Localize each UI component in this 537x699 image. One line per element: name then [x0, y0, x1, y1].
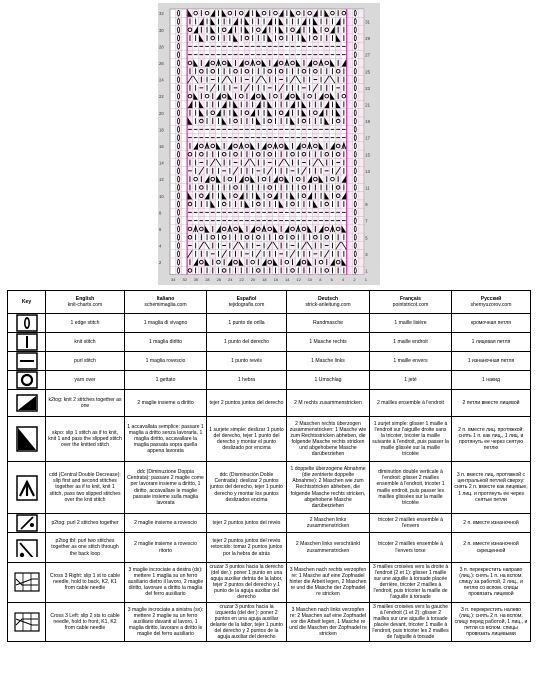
stitch-number: 6 — [330, 277, 333, 283]
description-it: 1 accavallata semplice: passare 1 maglia a dritto senza lavorarla, 1 maglia diritto, accavallare la maglia passata sopra quella appena lavorata — [125, 417, 207, 462]
description-en: Cross 3 Right: slip 1 st to cable needle, hold to back, K2, K1 from cable needle — [46, 563, 125, 603]
key-cell — [8, 417, 46, 462]
cross-left-icon — [14, 610, 40, 634]
row-number: 13 — [365, 168, 370, 174]
description-ru: 3 п. перекрестить направо (лиц.): снять 1 п. на вспом. спицу за работой, 2 лиц., и петлю со вспом. спицы провязать лицевой — [452, 563, 531, 603]
description-es: ddc (Disminución Doble Centrada): deslizar 2 puntos juntos del derecho, tejer 1 punto derecho y montar los puntos deslizados encima — [207, 462, 287, 514]
description-de: 2 M rechts zusammenstricken — [287, 390, 370, 417]
description-en: purl stitch — [46, 352, 125, 371]
key-cell — [8, 333, 46, 352]
description-de: 3 Maschen nach links verzopfen re: 2 Maschen auf eine Zopfnadel vor die Arbeit legen, 1 Masche re und die Maschen der Zopfnadel re stricken — [287, 602, 370, 642]
description-de: 2 Maschen rechts überzogen zusammenstricken: 1 Masche wie zum Rechtsstricken abheben, die folgende Masche rechts stricken und abgehobene Masche darüberziehen — [287, 417, 370, 462]
legend-row — [8, 417, 531, 462]
stitch-number: 4 — [342, 277, 345, 283]
key-cell — [8, 371, 46, 390]
stitch-number: 34 — [171, 277, 176, 283]
description-fr: 3 mailles croisées vers la droite à l'endroit (2 et 1): glisser 1 maille sur une aiguille à torsade placée derrière, tricoter 2 mailles à l'endroit, puis tricoter la maille de l'aiguille à torsade — [370, 563, 452, 603]
column-website: strick-anleitung.com — [305, 302, 351, 308]
description-ru: 1 лицевая петля — [452, 333, 531, 352]
description-ru: 1 изнаночная петля — [452, 352, 531, 371]
description-it: 2 maglie insieme a rovescio ritorto — [125, 533, 207, 563]
description-fr: tricoter 2 mailles ensemble à l'envers — [370, 514, 452, 533]
stitch-number: 12 — [296, 277, 301, 283]
column-website: knit-charts.com — [67, 302, 103, 308]
stitch-number: 1 — [364, 277, 368, 283]
description-ru: 2 п. вместе изнаночной — [452, 514, 531, 533]
description-en: 1 edge stitch — [46, 314, 125, 333]
column-header-6 — [452, 291, 531, 314]
column-header-5 — [370, 291, 452, 314]
description-es: tejer 2 puntos juntos del revés retorcido: tomar 2 puntos juntos por la hebra de atrás — [207, 533, 287, 563]
column-language: Español — [236, 295, 257, 302]
description-it: 1 maglia di vivagno — [125, 314, 207, 333]
row-number: 24 — [159, 77, 164, 83]
description-ru: 2 п. вместе изнаночной скрещенной — [452, 533, 531, 563]
legend-row — [8, 352, 531, 371]
description-en: cdd (Central Double Decrease): slip first and second stitches together as if to knit, knit 1 stitch, pass two slipped stitches over the knit stitch — [46, 462, 125, 514]
column-language: Français — [400, 295, 421, 302]
stitch-number: 18 — [262, 277, 267, 283]
legend-row — [8, 371, 531, 390]
row-number: 16 — [159, 144, 164, 150]
skpo-icon — [14, 426, 40, 452]
legend-row — [8, 390, 531, 417]
row-number: 32 — [159, 11, 164, 17]
row-number: 2 — [159, 260, 162, 266]
stitch-number: 22 — [239, 277, 244, 283]
row-number: 19 — [365, 119, 370, 125]
description-ru: 2 п. вместе лиц. протяжкой: снять 1 п. как лиц., 1 лиц. и протянуть ее через снятую петлю — [452, 417, 531, 462]
description-fr: 3 mailles croisées vers la gauche à l'endroit (1 et 2): glisser 2 mailles sur une aiguille à torsade placée devant, tricoter 1 maille à l'endroit, puis tricoter les 2 mailles de l'aiguille à torsade — [370, 602, 452, 642]
description-it: ddc (Diminuzione Doppia Centrata): passare 2 maglie come per lavorare insieme a diritto, 1 diritto, accavallare le maglie passate insieme sulla maglia lavorata — [125, 462, 207, 514]
legend-row — [8, 462, 531, 514]
key-cell — [8, 563, 46, 603]
description-fr: diminution double verticale à l'endroit: glisser 2 mailles ensemble à l'endroit, tricoter 1 maille endroit, puis passer les mailles glissées sur la maille tricotée — [370, 462, 452, 514]
symbol-legend-table — [7, 290, 531, 642]
description-de: 1 doppelte überzogene Abnahme (die zentrierte doppelte Abnahme): 2 Maschen wie zum Rechtsstricken abheben, die folgende Masche rechts stricken, abgehobene Masche darüberziehen — [287, 462, 370, 514]
cdd-icon — [14, 475, 40, 501]
stitch-number: 10 — [307, 277, 313, 283]
column-header-1 — [46, 291, 125, 314]
column-language: Key — [21, 298, 32, 305]
description-en: skpo: slip 1 stitch as if to knit, knit 1 and pass the slipped stitch over the knitted stitch — [46, 417, 125, 462]
row-number: 31 — [365, 19, 370, 25]
row-number: 11 — [365, 185, 370, 191]
description-fr: 1 maille lisière — [370, 314, 452, 333]
row-number: 7 — [365, 218, 368, 224]
p2tog-tbl-icon — [14, 539, 40, 557]
key-cell — [8, 462, 46, 514]
description-ru: 3 п. вместе лиц. протяжкой с центральной петлей сверху: снять 2 п. вместе как лицевые, 1 лиц. и протянуть ее через снятые петли — [452, 462, 531, 514]
description-es: 1 surjete simple: deslizar 1 punto del derecho, tejer 1 punto del derecho y montar el punto deslizado por encima — [207, 417, 287, 462]
row-number: 8 — [159, 210, 162, 216]
row-number: 10 — [159, 193, 164, 199]
row-number: 21 — [365, 102, 370, 108]
row-number: 28 — [159, 44, 164, 50]
key-cell — [8, 314, 46, 333]
k2tog-icon — [14, 394, 40, 412]
description-de: 2 Maschen links verschränkt zusammenstricken — [287, 533, 370, 563]
column-header-0 — [8, 291, 46, 314]
column-header-2 — [125, 291, 207, 314]
knit-stitch-icon — [14, 333, 40, 351]
description-it: 1 maglia diritto — [125, 333, 207, 352]
description-fr: 1 jeté — [370, 371, 452, 390]
description-it: 2 maglie insieme a rovescio — [125, 514, 207, 533]
description-de: 3 Maschen nach rechts verzopfen re: 1 Masche auf eine Zopfnadel hinter die Arbeit legen, 2 Maschen re und die Masche der Zopfnadel re stricken — [287, 563, 370, 603]
row-number: 27 — [365, 52, 370, 58]
description-de: 2 Maschen links zusammenstricken — [287, 514, 370, 533]
cross-right-icon — [14, 570, 40, 594]
column-website: tejidografis.com — [228, 302, 265, 308]
column-language: English — [75, 295, 95, 302]
key-cell — [8, 602, 46, 642]
stitch-number: 28 — [205, 277, 210, 283]
legend-row — [8, 563, 531, 603]
row-number: 15 — [365, 152, 370, 158]
description-fr: 1 maille endroit — [370, 333, 452, 352]
legend-row — [8, 533, 531, 563]
description-en: p2tog: purl 2 stitches together — [46, 514, 125, 533]
row-number: 4 — [159, 243, 162, 249]
description-ru: 2 петли вместе лицевой — [452, 390, 531, 417]
description-en: yarn over — [46, 371, 125, 390]
column-language: Русский — [480, 295, 502, 302]
key-cell — [8, 533, 46, 563]
stitch-number: 20 — [250, 277, 256, 283]
column-header-4 — [287, 291, 370, 314]
description-it: 3 maglie incrociate a destra (dx): mettere 1 maglia su un ferro ausiliario dietro il lavoro, 2 maglie diritto, lavorare a diritto la maglia del ferro ausiliario — [125, 563, 207, 603]
description-es: cruzar 3 puntos hacia la derecho (del der.): poner 1 punto en una aguja auxiliar detrás de la labor, tejer 2 puntos del derecho y 1 punto de la aguja auxiliar del derecho — [207, 563, 287, 603]
description-it: 1 maglia rovescio — [125, 352, 207, 371]
legend-row — [8, 514, 531, 533]
description-ru: кромочная петля — [452, 314, 531, 333]
row-number: 30 — [159, 27, 164, 33]
row-number: 6 — [159, 227, 162, 233]
yarn-over-icon — [14, 371, 40, 389]
description-es: cruzar 3 puntos hacia la izquierda (del der.): poner 2 puntos en una aguja auxiliar delante de la labor, tejer 1 punto del derecho y 2 puntos de la aguja auxiliar del derecho — [207, 602, 287, 642]
key-cell — [8, 390, 46, 417]
description-de: Randmasche — [287, 314, 370, 333]
description-it: 2 maglie insieme a diritto — [125, 390, 207, 417]
legend-header-row — [8, 291, 531, 314]
row-number: 22 — [159, 94, 164, 100]
knitting-chart — [158, 3, 380, 285]
stitch-number: 30 — [193, 277, 199, 283]
description-fr: tricoter 2 mailles ensemble à l'envers torse — [370, 533, 452, 563]
purl-stitch-icon — [14, 352, 40, 370]
legend-row — [8, 333, 531, 352]
column-header-3 — [207, 291, 287, 314]
chart-grid — [158, 3, 380, 285]
column-website: shemyuzorov.com — [470, 302, 512, 308]
column-website: schemimaglia.com — [144, 302, 187, 308]
stitch-number: 26 — [216, 277, 222, 283]
row-number: 20 — [159, 110, 164, 116]
description-en: Cross 3 Left: slip 2 sts to cable needle, hold to front, K1, K2 from cable needle — [46, 602, 125, 642]
stitch-number: 8 — [319, 277, 322, 283]
row-number: 9 — [365, 202, 368, 208]
stitch-number: 16 — [273, 277, 279, 283]
row-number: 1 — [365, 268, 368, 274]
description-de: 1 Umschlag — [287, 371, 370, 390]
row-number: 12 — [159, 177, 164, 183]
legend-row — [8, 314, 531, 333]
stitch-number: 24 — [228, 277, 233, 283]
description-it: 1 gettato — [125, 371, 207, 390]
description-es: 1 punto de orilla — [207, 314, 287, 333]
row-number: 18 — [159, 127, 164, 133]
description-ru: 3 п. перекрестить налево (лиц.): снять 2 п. на вспом. спицу перед работой, 1 лиц., и петли со вспом. спицы провязать лицевыми — [452, 602, 531, 642]
description-en: knit stitch — [46, 333, 125, 352]
description-fr: 2 mailles ensemble à l'endroit — [370, 390, 452, 417]
column-website: pointstricot.com — [392, 302, 429, 308]
stitch-number: 32 — [182, 277, 187, 283]
description-fr: 1 maille envers — [370, 352, 452, 371]
row-number: 29 — [365, 36, 370, 42]
description-es: 1 punto revés — [207, 352, 287, 371]
description-ru: 1 накид — [452, 371, 531, 390]
key-cell — [8, 352, 46, 371]
description-es: 1 hebra — [207, 371, 287, 390]
column-language: Italiano — [156, 295, 175, 302]
row-number: 3 — [365, 251, 368, 257]
description-en: p2tog tbl: purl two stitches together as one stitch through the back loop — [46, 533, 125, 563]
row-number: 26 — [159, 61, 164, 67]
p2tog-icon — [14, 514, 40, 532]
legend-row — [8, 602, 531, 642]
column-language: Deutsch — [317, 295, 339, 302]
description-es: tejer 2 puntos juntos del revés — [207, 514, 287, 533]
description-de: 1 Masche links — [287, 352, 370, 371]
row-number: 25 — [365, 69, 370, 75]
row-number: 17 — [365, 135, 370, 141]
description-de: 1 Masche rechts — [287, 333, 370, 352]
stitch-number: 14 — [285, 277, 290, 283]
description-es: tejer 2 puntos juntos del derecho — [207, 390, 287, 417]
row-number: 23 — [365, 85, 370, 91]
row-number: 14 — [159, 160, 164, 166]
description-es: 1 punto del derecho — [207, 333, 287, 352]
description-fr: 1 surjet simple: glisser 1 maille à l'endroit sur l'aiguille droite sans la tricoter, tricoter la maille suivante à l'endroit, puis passer la maille glissée sur la maille tricotée — [370, 417, 452, 462]
description-en: k2tog: knit 2 stitches together as one — [46, 390, 125, 417]
edge-stitch-icon — [14, 314, 40, 332]
description-it: 3 maglie incrociate a sinistra (sx): mettere 2 maglie su un ferro ausiliario davanti al lavoro, 1 maglia diritto, lavorare a diritto le maglie del ferro ausiliario — [125, 602, 207, 642]
key-cell — [8, 514, 46, 533]
row-number: 5 — [365, 235, 368, 241]
stitch-number: 2 — [353, 277, 356, 283]
